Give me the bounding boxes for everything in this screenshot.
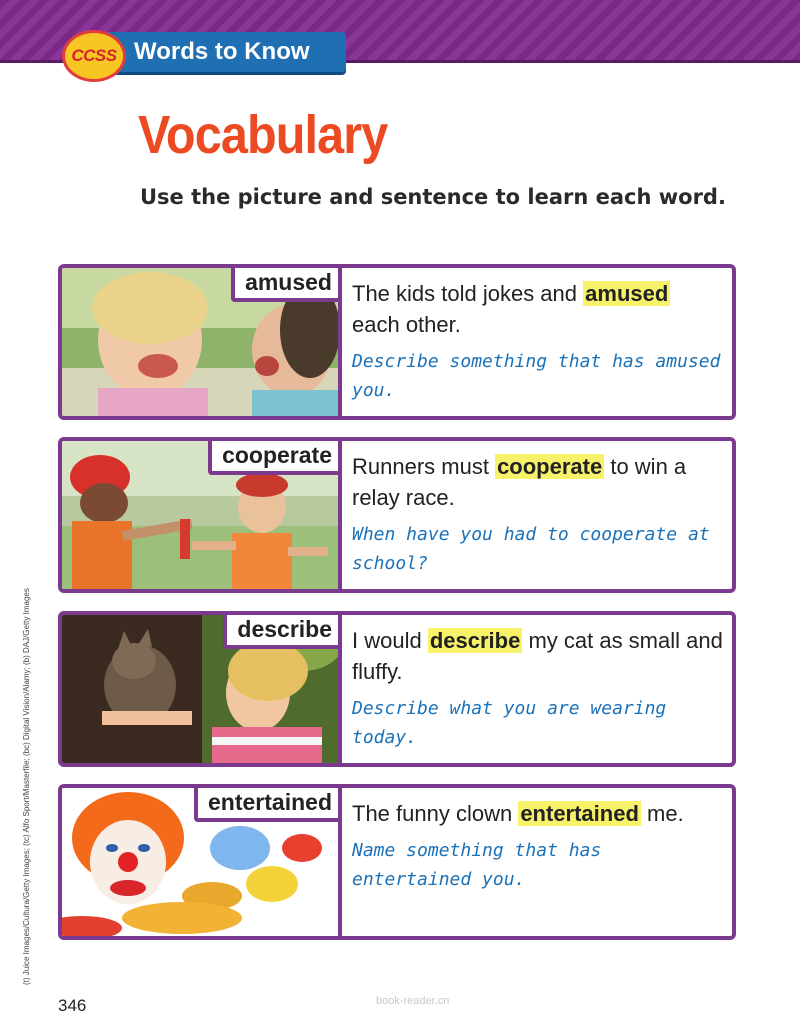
photo-clown-balloons	[62, 788, 342, 936]
word-label: amused	[231, 268, 338, 302]
words-to-know-tab: Words to Know	[100, 32, 346, 72]
question-prompt: Name something that has entertained you.	[352, 840, 602, 890]
page-title: Vocabulary	[138, 105, 388, 165]
example-sentence: The funny clown entertained me.	[352, 801, 684, 826]
highlighted-word: amused	[585, 281, 669, 306]
vocab-card-amused	[58, 264, 736, 420]
photo-credit: (t) Juice Images/Cultura/Getty Images; (tc) Alfo Sport/Masterfile; (bc) Digital Vision/Alamy; (b) DAJ/Getty Images	[22, 588, 31, 985]
word-label: describe	[223, 615, 338, 649]
question-prompt: Describe what you are wearing today.	[352, 698, 667, 748]
word-label: cooperate	[208, 441, 338, 475]
ccss-badge: CCSS	[62, 30, 126, 82]
example-sentence: I would describe my cat as small and fluffy.	[352, 628, 723, 684]
highlighted-word: entertained	[520, 801, 639, 826]
vocab-card-cooperate	[58, 437, 736, 593]
photo-relay-runners	[62, 441, 342, 589]
highlighted-word: cooperate	[497, 454, 603, 479]
vocab-card-entertained	[58, 784, 736, 940]
card-text	[352, 278, 724, 405]
card-text	[352, 625, 724, 752]
word-label: entertained	[194, 788, 338, 822]
card-text	[352, 798, 724, 894]
example-sentence: Runners must cooperate to win a relay race.	[352, 454, 687, 510]
watermark: book-reader.cn	[376, 995, 450, 1007]
question-prompt: Describe something that has amused you.	[352, 351, 721, 401]
card-text	[352, 451, 724, 578]
example-sentence: The kids told jokes and amused each other.	[352, 281, 669, 337]
question-prompt: When have you had to cooperate at school?	[352, 524, 710, 574]
vocab-card-describe	[58, 611, 736, 767]
photo-laughing-girls	[62, 268, 342, 416]
page-number: 346	[58, 996, 87, 1015]
highlighted-word: describe	[429, 628, 521, 653]
photo-girl-with-kitten	[62, 615, 342, 763]
instructions: Use the picture and sentence to learn each word.	[140, 185, 726, 209]
